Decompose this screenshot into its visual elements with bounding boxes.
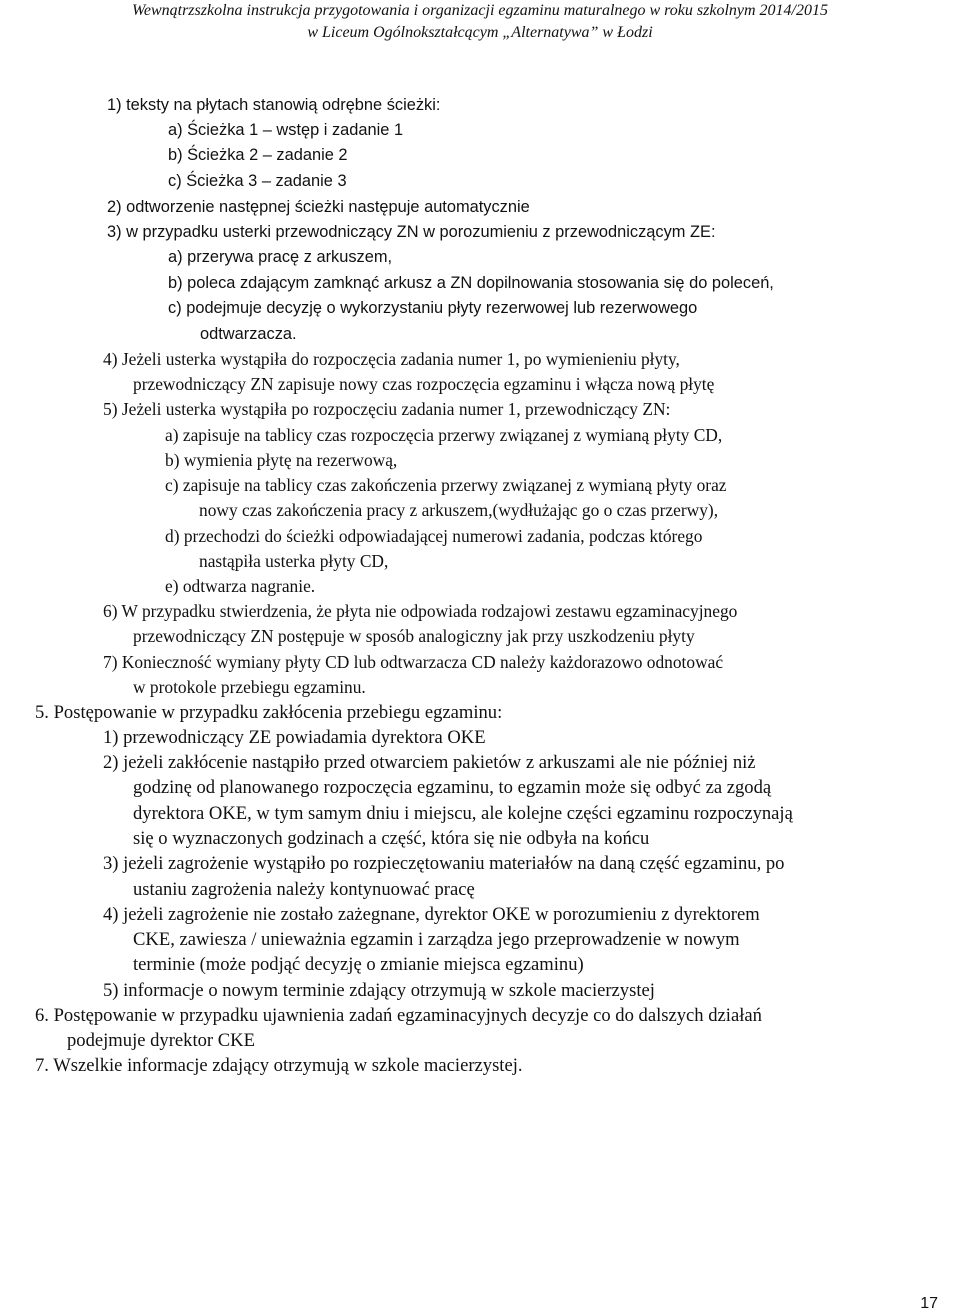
list-item: terminie (może podjąć decyzję o zmianie miejsca egzaminu) bbox=[133, 954, 584, 975]
list-item: 4) Jeżeli usterka wystąpiła do rozpoczęcia zadania numer 1, po wymienieniu płyty, bbox=[103, 349, 680, 369]
list-item: c) podejmuje decyzję o wykorzystaniu płyty rezerwowej lub rezerwowego bbox=[168, 299, 698, 317]
list-item: dyrektora OKE, w tym samym dniu i miejscu, ale kolejne części egzaminu rozpoczynają bbox=[133, 803, 793, 824]
list-item: 5) Jeżeli usterka wystąpiła po rozpoczęciu zadania numer 1, przewodniczący ZN: bbox=[103, 399, 671, 419]
list-item: nowy czas zakończenia pracy z arkuszem,(wydłużając go o czas przerwy), bbox=[199, 500, 719, 520]
list-item: 3) jeżeli zagrożenie wystąpiło po rozpieczętowaniu materiałów na daną część egzaminu, po bbox=[103, 853, 785, 874]
list-item: nastąpiła usterka płyty CD, bbox=[199, 551, 389, 571]
list-item: ustaniu zagrożenia należy kontynuować pracę bbox=[133, 879, 475, 900]
section-heading: 7. Wszelkie informacje zdający otrzymują w szkole macierzystej. bbox=[35, 1055, 523, 1076]
list-item: się o wyznaczonych godzinach a część, która się nie odbyła na końcu bbox=[133, 828, 650, 849]
list-item: 4) jeżeli zagrożenie nie zostało zażegnane, dyrektor OKE w porozumieniu z dyrektorem bbox=[103, 904, 760, 925]
header-line-1: Wewnątrzszkolna instrukcja przygotowania i organizacji egzaminu maturalnego w roku szkolnym 2014/2015 bbox=[132, 2, 828, 19]
list-item: 7) Konieczność wymiany płyty CD lub odtwarzacza CD należy każdorazowo odnotować bbox=[103, 652, 724, 672]
list-item: 1) teksty na płytach stanowią odrębne ścieżki: bbox=[107, 96, 441, 114]
list-item: 6) W przypadku stwierdzenia, że płyta nie odpowiada rodzajowi zestawu egzaminacyjnego bbox=[103, 601, 738, 621]
page-header bbox=[0, 0, 960, 44]
list-item: 1) przewodniczący ZE powiadamia dyrektora OKE bbox=[103, 727, 486, 748]
list-item: e) odtwarza nagranie. bbox=[165, 576, 316, 596]
header-line-2: w Liceum Ogólnokształcącym „Alternatywa” w Łodzi bbox=[307, 24, 653, 41]
list-item: a) zapisuje na tablicy czas rozpoczęcia przerwy związanej z wymianą płyty CD, bbox=[165, 425, 723, 445]
list-item: b) wymienia płytę na rezerwową, bbox=[165, 450, 398, 470]
list-item: c) zapisuje na tablicy czas zakończenia przerwy związanej z wymianą płyty oraz bbox=[165, 475, 727, 495]
list-item: przewodniczący ZN zapisuje nowy czas rozpoczęcia egzaminu i włącza nową płytę bbox=[133, 374, 715, 394]
list-item: 2) jeżeli zakłócenie nastąpiło przed otwarciem pakietów z arkuszami ale nie później niż bbox=[103, 752, 756, 773]
list-item: 2) odtworzenie następnej ścieżki następuje automatycznie bbox=[107, 198, 530, 216]
section-heading: 5. Postępowanie w przypadku zakłócenia przebiegu egzaminu: bbox=[35, 702, 503, 723]
list-item: w protokole przebiegu egzaminu. bbox=[133, 677, 366, 697]
list-item: godzinę od planowanego rozpoczęcia egzaminu, to egzamin może się odbyć za zgodą bbox=[133, 777, 772, 798]
list-item: CKE, zawiesza / unieważnia egzamin i zarządza jego przeprowadzenie w nowym bbox=[133, 929, 740, 950]
list-item: a) Ścieżka 1 – wstęp i zadanie 1 bbox=[168, 121, 404, 139]
section-heading: 6. Postępowanie w przypadku ujawnienia zadań egzaminacyjnych decyzje co do dalszych działań bbox=[35, 1005, 762, 1026]
list-item: 3) w przypadku usterki przewodniczący ZN w porozumieniu z przewodniczącym ZE: bbox=[107, 223, 716, 241]
list-item: b) Ścieżka 2 – zadanie 2 bbox=[168, 146, 348, 164]
page-number: 17 bbox=[920, 1295, 938, 1312]
list-item: przewodniczący ZN postępuje w sposób analogiczny jak przy uszkodzeniu płyty bbox=[133, 626, 695, 646]
list-item: a) przerywa pracę z arkuszem, bbox=[168, 248, 393, 266]
list-item: c) Ścieżka 3 – zadanie 3 bbox=[168, 172, 347, 190]
list-item: podejmuje dyrektor CKE bbox=[67, 1030, 255, 1051]
list-item: b) poleca zdającym zamknąć arkusz a ZN dopilnowania stosowania się do poleceń, bbox=[168, 274, 774, 292]
list-item: 5) informacje o nowym terminie zdający otrzymują w szkole macierzystej bbox=[103, 980, 655, 1001]
list-item: odtwarzacza. bbox=[200, 325, 297, 343]
list-item: d) przechodzi do ścieżki odpowiadającej numerowi zadania, podczas którego bbox=[165, 526, 703, 546]
